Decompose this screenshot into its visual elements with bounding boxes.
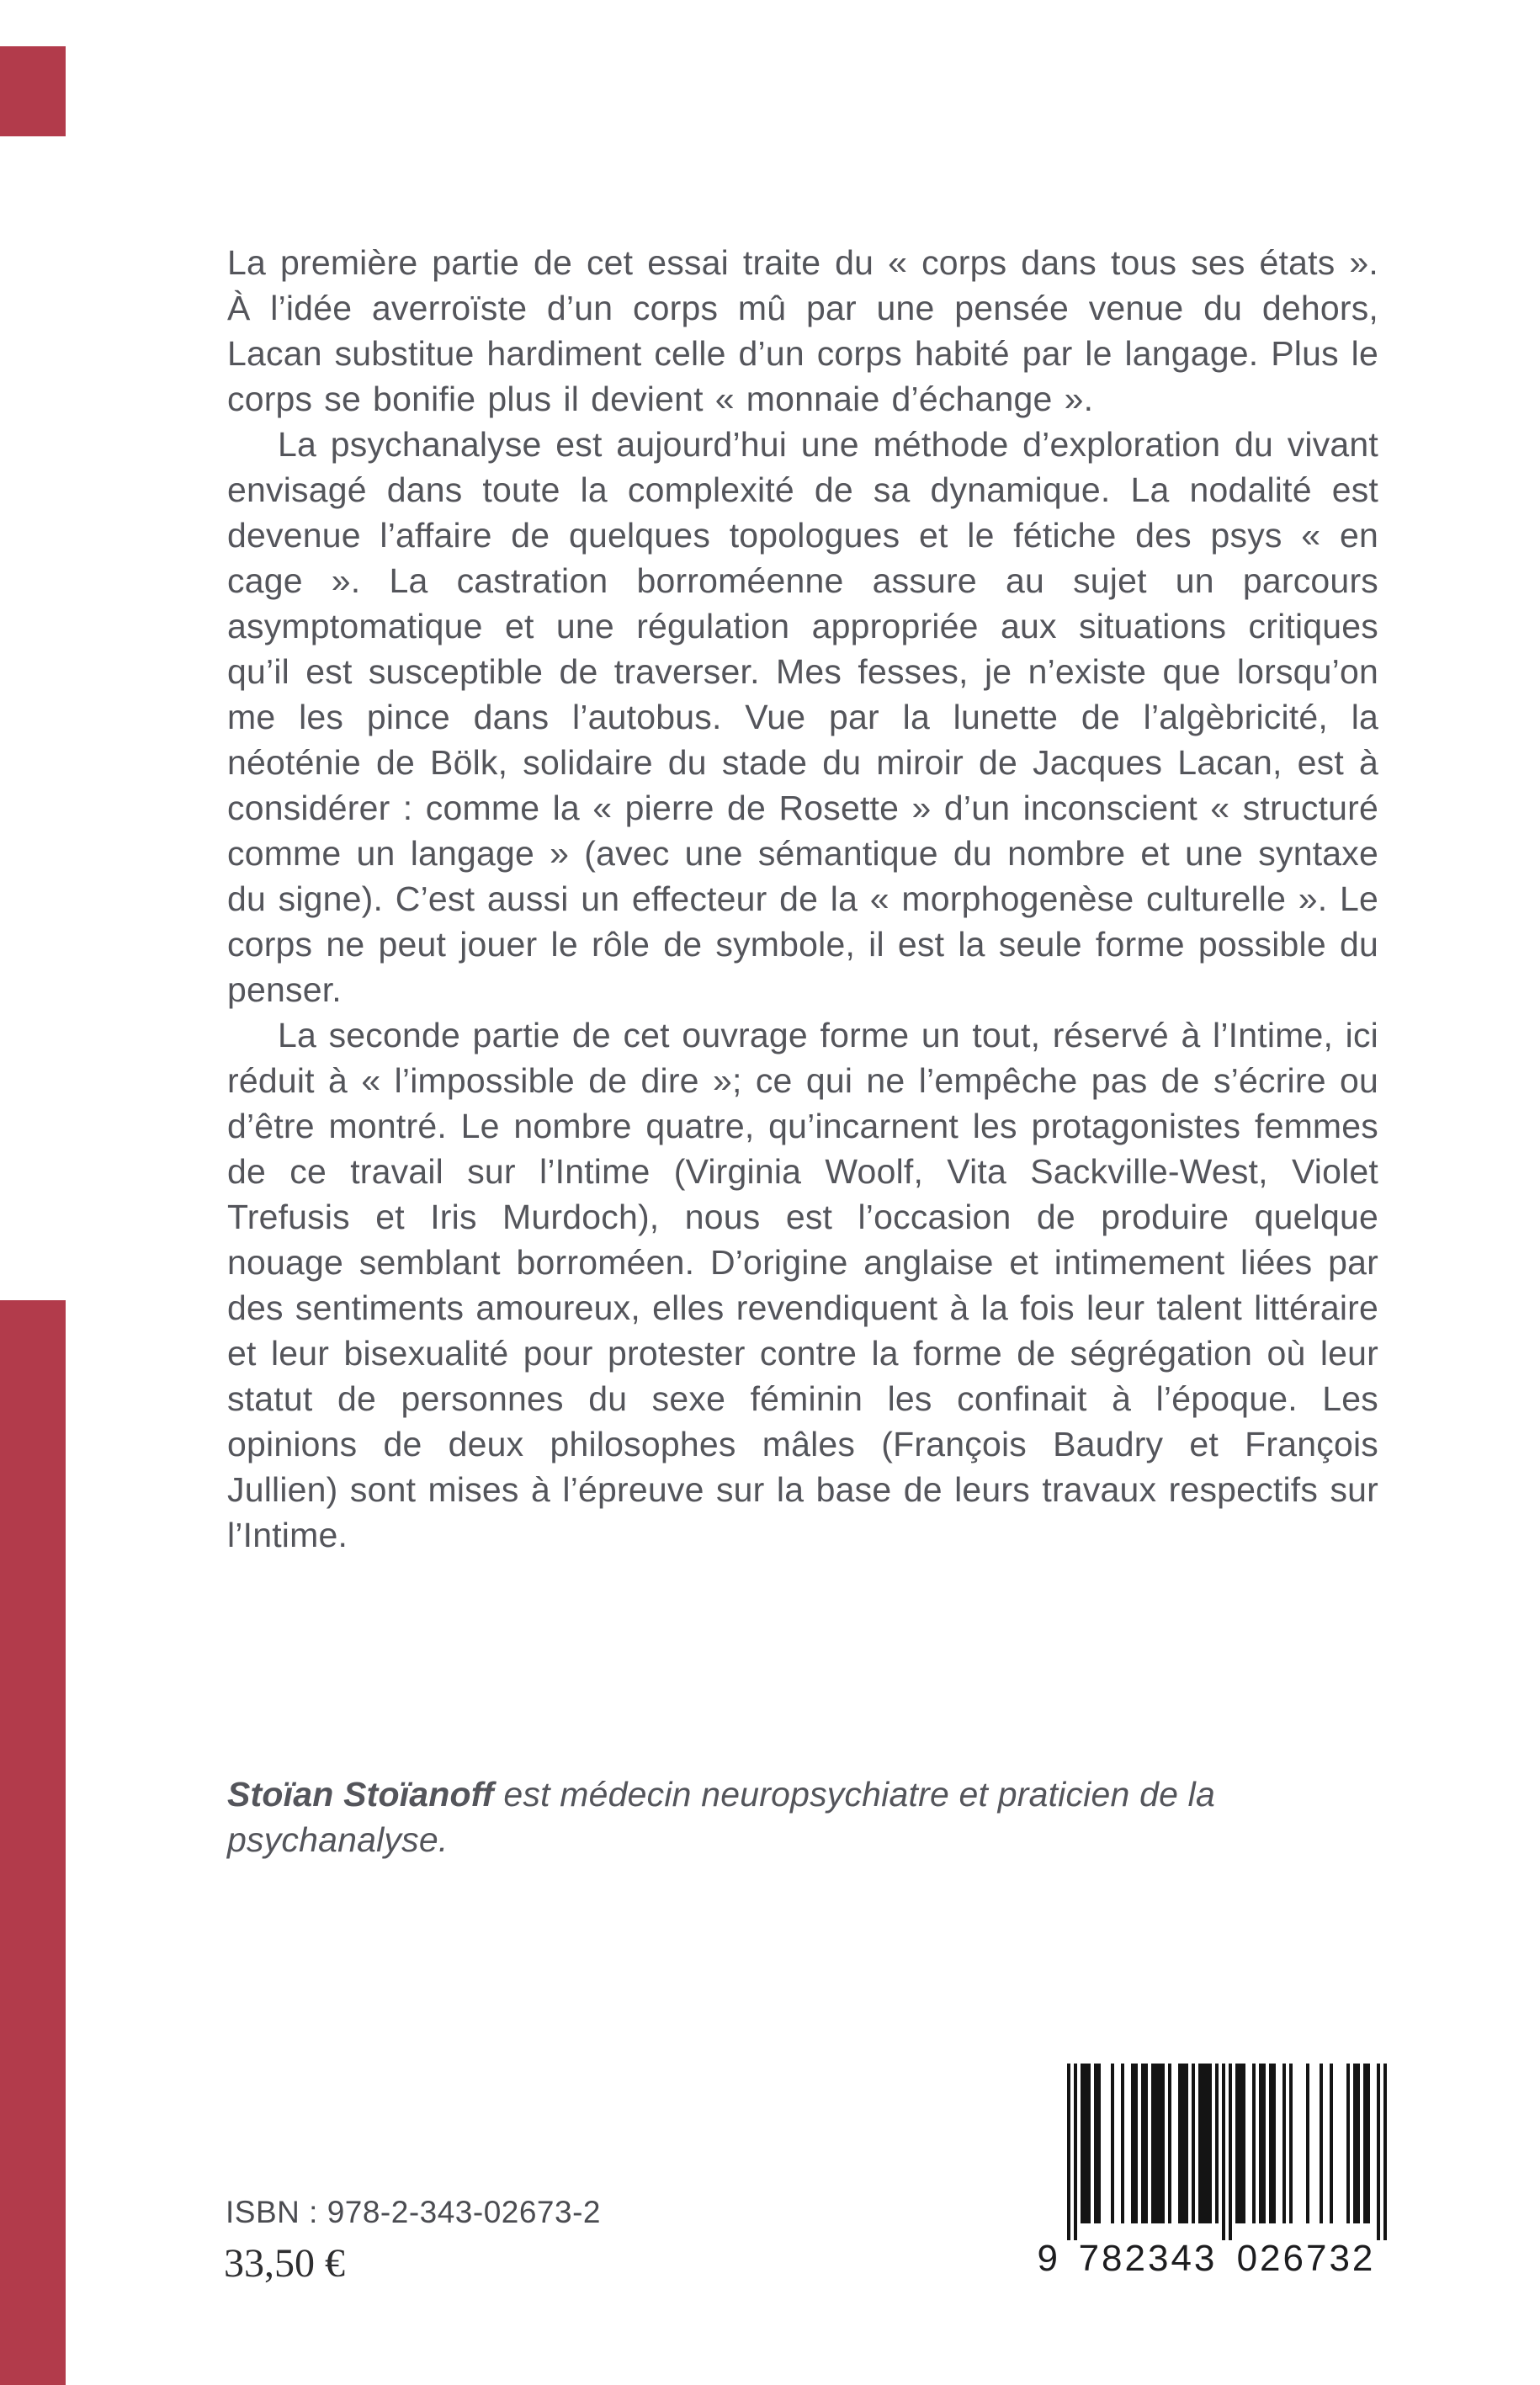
price-label: 33,50 € bbox=[224, 2241, 345, 2286]
author-credit-text: est médecin neuropsychiatre et praticien de la psychanalyse. bbox=[227, 1775, 1215, 1859]
ean-barcode-svg bbox=[1037, 2064, 1395, 2276]
author-credit bbox=[227, 1771, 1378, 1862]
accent-bar-left bbox=[0, 1300, 66, 2385]
synopsis-paragraph-1: La première partie de cet essai traite du « corps dans tous ses états ». À l’idée averroïste d’un corps mû par une pensée venue du dehors, Lacan substitue hardiment celle d’un corps habité par le langage. Plus le corps se bonifie plus il devient « monnaie d’échange ». bbox=[227, 243, 1378, 418]
svg-text:782343: 782343 bbox=[1078, 2238, 1218, 2276]
ean-barcode bbox=[1037, 2064, 1395, 2280]
author-name: Stoïan Stoïanoff bbox=[227, 1775, 494, 1814]
synopsis bbox=[227, 240, 1378, 1558]
svg-text:026732: 026732 bbox=[1236, 2238, 1376, 2276]
synopsis-paragraph-3: La seconde partie de cet ouvrage forme un tout, réservé à l’Intime, ici réduit à « l’impossible de dire »; ce qui ne l’empêche pas de s’écrire ou d’être montré. Le nombre quatre, qu’incarnent les protagonistes femmes de ce travail sur l’Intime (Virginia Woolf, Vita Sackville-West, Violet Trefusis et Iris Murdoch), nous est l’occasion de produire quelque nouage semblant borroméen. D’origine anglaise et intimement liées par des sentiments amoureux, elles revendiquent à la fois leur talent littéraire et leur bisexualité pour protester contre la forme de ségrégation où leur statut de personnes du sexe féminin les confinait à l’époque. Les opinions de deux philosophes mâles (François Baudry et François Jullien) sont mises à l’épreuve sur la base de leurs travaux respectifs sur l’Intime. bbox=[227, 1016, 1378, 1554]
isbn-label: ISBN : 978-2-343-02673-2 bbox=[226, 2195, 601, 2229]
synopsis-paragraph-2: La psychanalyse est aujourd’hui une méthode d’exploration du vivant envisagé dans toute la complexité de sa dynamique. La nodalité est devenue l’affaire de quelques topologues et le fétiche des psys « en cage ». La castration borroméenne assure au sujet un parcours asymptomatique et une régulation appropriée aux situations critiques qu’il est susceptible de traverser. Mes fesses, je n’existe que lorsqu’on me les pince dans l’autobus. Vue par la lunette de l’algèbricité, la néoténie de Bölk, solidaire du stade du miroir de Jacques Lacan, est à considérer : comme la « pierre de Rosette » d’un inconscient « structuré comme un langage » (avec une sémantique du nombre et une syntaxe du signe). C’est aussi un effecteur de la « morphogenèse culturelle ». Le corps ne peut jouer le rôle de symbole, il est la seule forme possible du penser. bbox=[227, 425, 1378, 1009]
svg-text:9: 9 bbox=[1037, 2238, 1060, 2276]
accent-block-top-left bbox=[0, 46, 66, 136]
